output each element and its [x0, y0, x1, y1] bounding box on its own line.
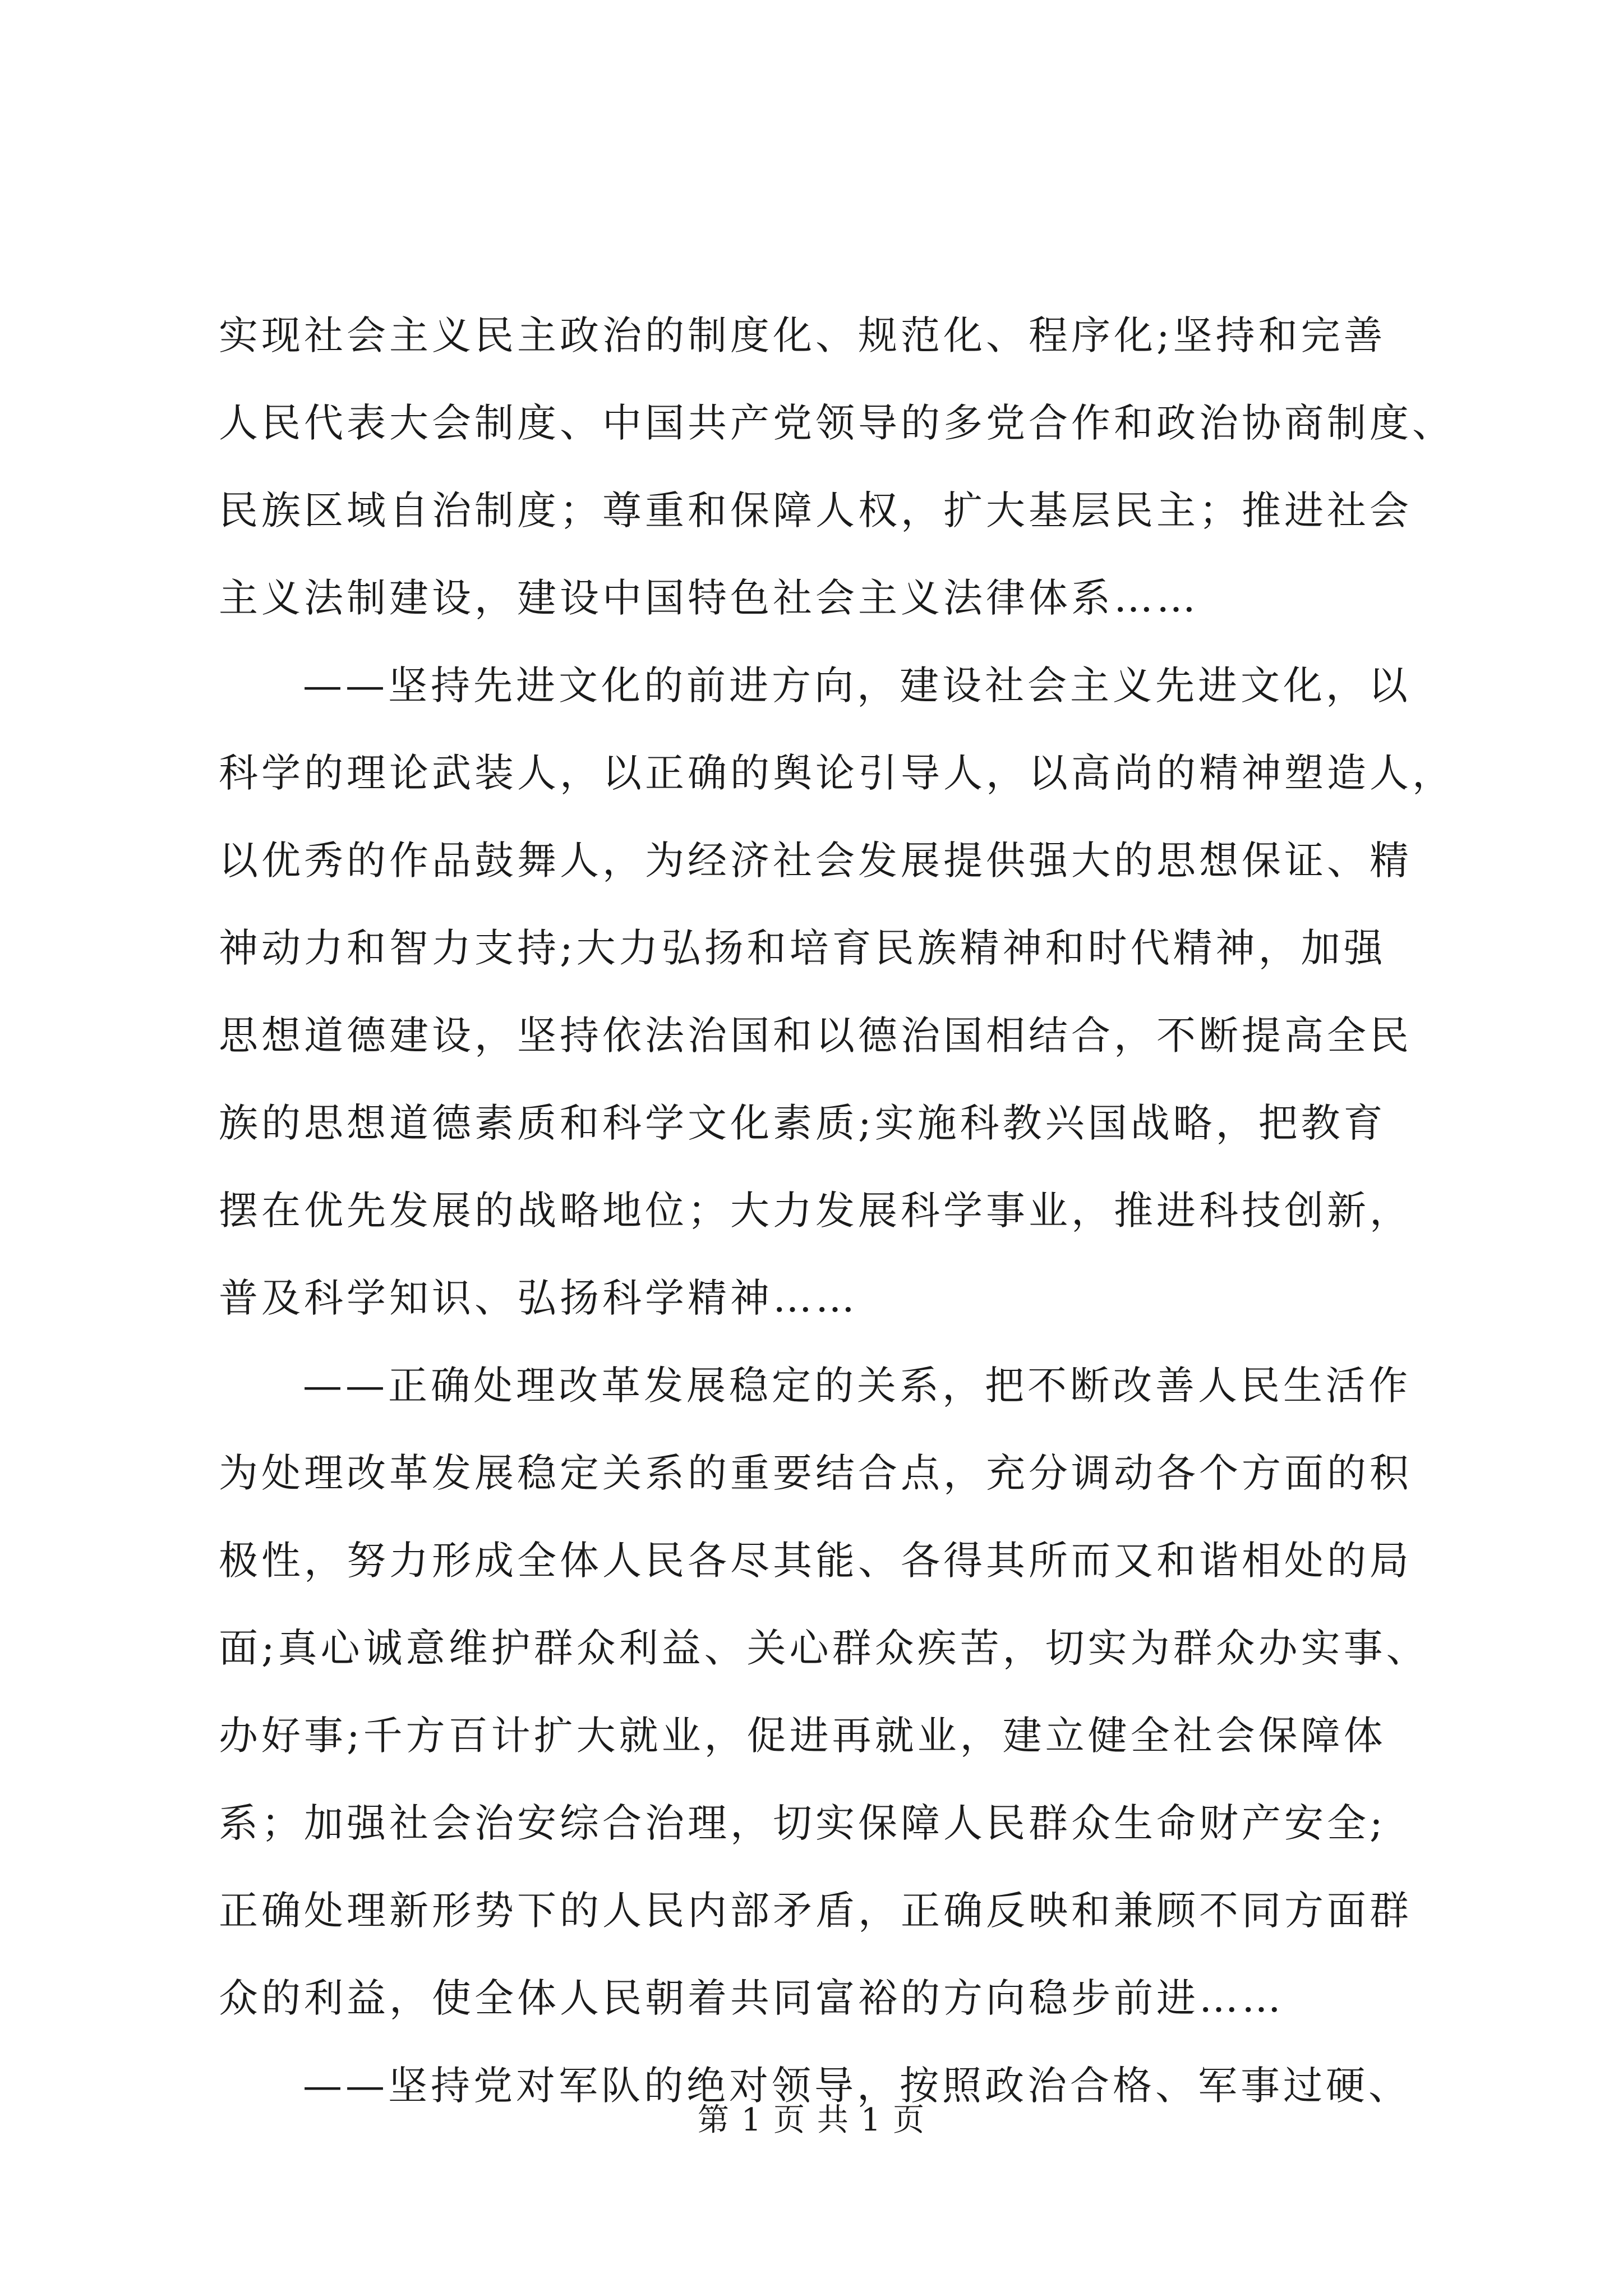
text-line: 正确处理新形势下的人民内部矛盾，正确反映和兼顾不同方面群	[219, 1888, 1412, 1934]
text-line: 神动力和智力支持;大力弘扬和培育民族精神和时代精神，加强	[219, 925, 1386, 971]
document-body	[219, 292, 1486, 2129]
text-line: 思想道德建设，坚持依法治国和以德治国相结合，不断提高全民	[219, 1013, 1412, 1059]
text-line: 众的利益，使全体人民朝着共同富裕的方向稳步前进……	[219, 1975, 1284, 2021]
text-line: 以优秀的作品鼓舞人，为经济社会发展提供强大的思想保证、精	[219, 838, 1412, 884]
text-line: 主义法制建设，建设中国特色社会主义法律体系……	[219, 575, 1199, 621]
text-line: 民族区域自治制度；尊重和保障人权，扩大基层民主；推进社会	[219, 487, 1412, 533]
paragraph-first-line: ——正确处理改革发展稳定的关系，把不断改善人民生活作	[303, 1363, 1411, 1409]
text-line: 普及科学知识、弘扬科学精神……	[219, 1275, 858, 1321]
text-line: 办好事;千方百计扩大就业，促进再就业，建立健全社会保障体	[219, 1713, 1386, 1759]
text-line: 摆在优先发展的战略地位；大力发展科学事业，推进科技创新，	[219, 1188, 1412, 1234]
text-line: 面;真心诚意维护群众利益、关心群众疾苦，切实为群众办实事、	[219, 1625, 1429, 1671]
page-footer: 第 1 页 共 1 页	[697, 2102, 926, 2138]
text-line: 人民代表大会制度、中国共产党领导的多党合作和政治协商制度、	[219, 400, 1455, 446]
text-line: 科学的理论武装人，以正确的舆论引导人，以高尚的精神塑造人，	[219, 750, 1455, 796]
paragraph-first-line: ——坚持党对军队的绝对领导，按照政治合格、军事过硬、	[303, 2063, 1411, 2109]
text-line: 为处理改革发展稳定关系的重要结合点，充分调动各个方面的积	[219, 1450, 1412, 1496]
text-line: 实现社会主义民主政治的制度化、规范化、程序化;坚持和完善	[219, 312, 1386, 358]
text-line: 系；加强社会治安综合治理，切实保障人民群众生命财产安全;	[219, 1800, 1386, 1846]
text-line: 极性，努力形成全体人民各尽其能、各得其所而又和谐相处的局	[219, 1538, 1412, 1584]
paragraph-first-line: ——坚持先进文化的前进方向，建设社会主义先进文化，以	[303, 662, 1411, 708]
text-line: 族的思想道德素质和科学文化素质;实施科教兴国战略，把教育	[219, 1100, 1386, 1146]
